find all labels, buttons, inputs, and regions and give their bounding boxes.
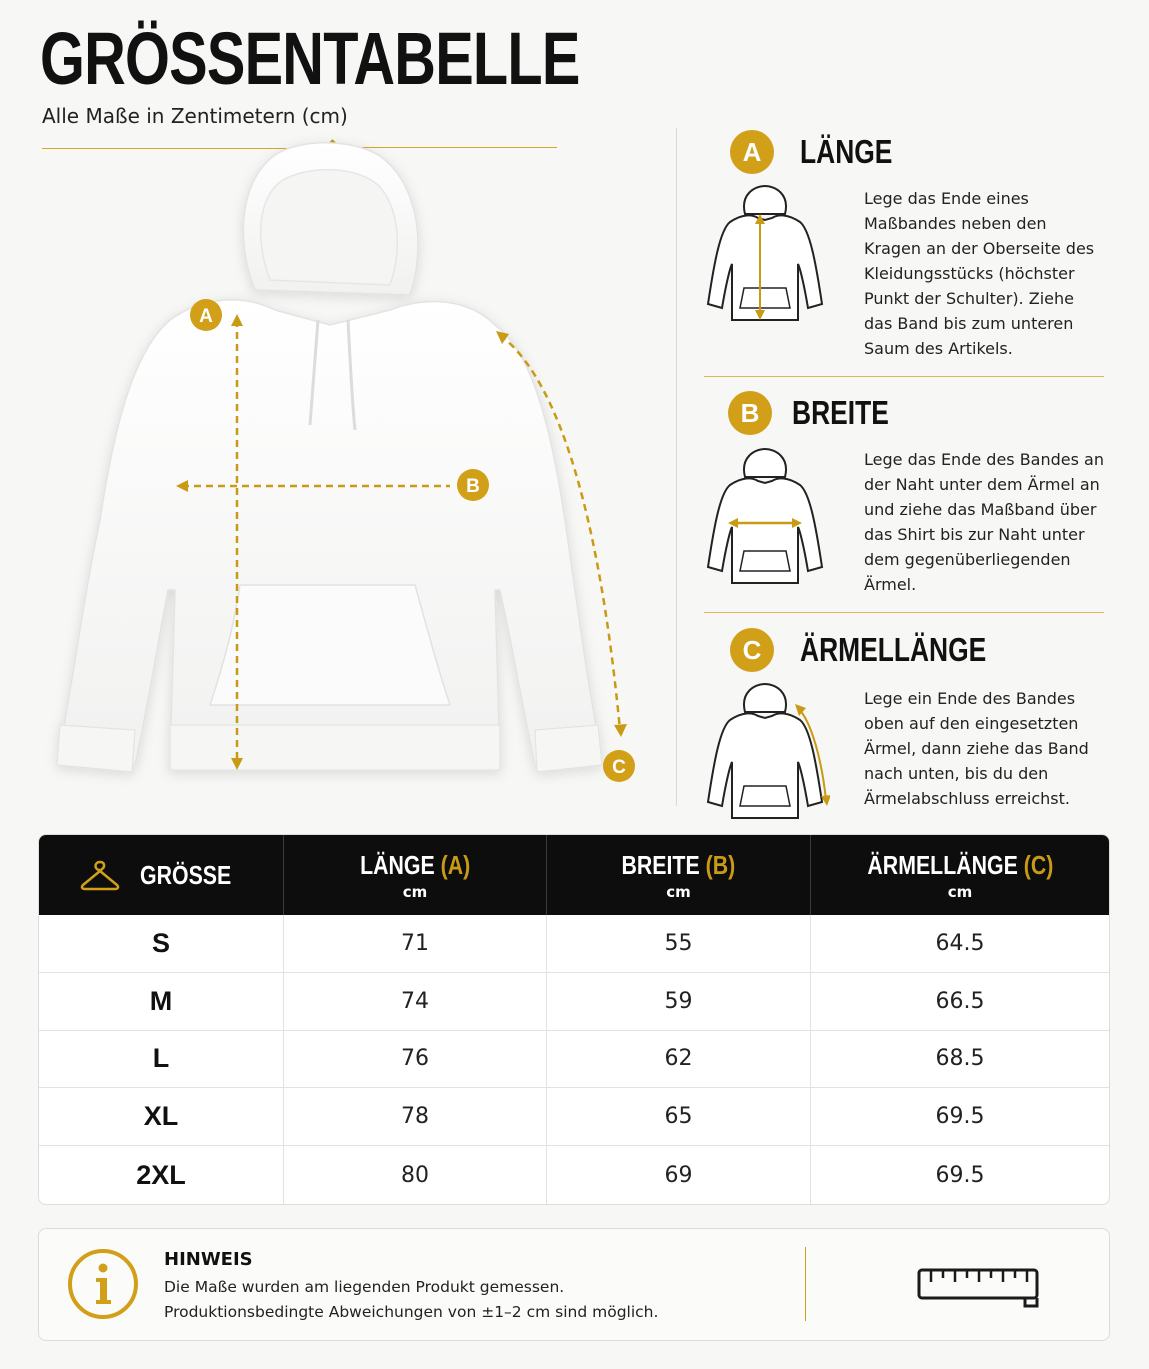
guide-sleeve	[700, 628, 1110, 808]
guide-divider-2	[704, 612, 1104, 613]
page-title: GRÖSSENTABELLE	[40, 17, 580, 100]
cell-length: 74	[284, 973, 547, 1030]
guide-length-text: Lege das Ende eines Maßbandes neben den Kragen an der Oberseite des Kleidungsstücks (höchster Punkt der Schulter). Ziehe das Band bis zum unteren Saum des Artikels.	[864, 189, 1095, 358]
cell-width: 69	[547, 1146, 811, 1204]
section-divider	[676, 128, 677, 806]
guide-width-title: BREITE	[792, 394, 889, 431]
table-row	[39, 1146, 1109, 1204]
cell-size: XL	[39, 1088, 284, 1145]
hoodie-length-icon	[700, 184, 830, 324]
cell-width: 65	[547, 1088, 811, 1145]
column-header-length-label: LÄNGE	[359, 849, 435, 880]
hanger-icon	[80, 858, 120, 892]
cell-sleeve: 69.5	[935, 1162, 985, 1188]
column-header-size-label: GRÖSSE	[140, 859, 232, 890]
measuring-tape-icon	[915, 1264, 1045, 1310]
size-table	[38, 834, 1110, 1205]
badge-b: B	[728, 391, 772, 435]
cell-size: M	[39, 973, 284, 1030]
guide-length	[700, 130, 1110, 380]
guide-width	[700, 391, 1110, 611]
cell-length: 76	[284, 1031, 547, 1088]
cell-length: 78	[284, 1088, 547, 1145]
table-row	[39, 1088, 1109, 1146]
guide-width-text: Lege das Ende des Bandes an der Naht unter dem Ärmel an und ziehe das Maßband über das Shirt bis zur Naht unter dem gegenüberliegenden Ärmel.	[864, 450, 1104, 594]
cell-size: 2XL	[39, 1146, 284, 1204]
note-line-2: Produktionsbedingte Abweichungen von ±1–2 cm sind möglich.	[164, 1303, 659, 1321]
note-line-1: Die Maße wurden am liegenden Produkt gemessen.	[164, 1278, 565, 1296]
guide-sleeve-text: Lege ein Ende des Bandes oben auf den eingesetzten Ärmel, dann ziehe das Band nach unten, bis du den Ärmelabschluss erreichst.	[864, 689, 1089, 808]
table-body	[39, 915, 1109, 1204]
hoodie-sleeve-icon	[700, 682, 830, 822]
guide-sleeve-header	[730, 628, 1033, 672]
marker-c: C	[612, 757, 626, 778]
info-icon	[65, 1246, 141, 1322]
note-divider	[805, 1247, 806, 1321]
guide-width-header	[728, 391, 913, 435]
cell-sleeve: 66.5	[935, 988, 985, 1014]
column-header-width-code: (B)	[705, 849, 736, 880]
marker-a: A	[199, 306, 213, 327]
cell-sleeve: 64.5	[935, 930, 985, 956]
page-subtitle: Alle Maße in Zentimetern (cm)	[42, 104, 348, 128]
table-row	[39, 915, 1109, 973]
cell-width: 62	[547, 1031, 811, 1088]
guide-sleeve-title: ÄRMELLÄNGE	[800, 631, 987, 668]
guide-divider-1	[704, 376, 1104, 377]
cell-sleeve: 69.5	[935, 1104, 985, 1130]
table-header	[39, 835, 1109, 915]
column-header-length-unit: cm	[402, 882, 428, 901]
column-header-sleeve-code: (C)	[1023, 849, 1053, 880]
cell-width: 59	[547, 973, 811, 1030]
hoodie-illustration	[30, 120, 650, 810]
cell-size: S	[39, 915, 284, 972]
column-header-width-unit: cm	[666, 882, 691, 901]
badge-a: A	[730, 130, 774, 174]
column-header-size	[39, 835, 284, 915]
cell-length: 71	[284, 915, 547, 972]
cell-width: 55	[547, 915, 811, 972]
guide-length-title: LÄNGE	[800, 133, 893, 170]
cell-length: 80	[284, 1146, 547, 1204]
hoodie-image	[30, 120, 650, 810]
note-title: HINWEIS	[164, 1249, 253, 1270]
guide-length-header	[730, 130, 916, 174]
column-header-length-code: (A)	[440, 849, 471, 880]
badge-c: C	[730, 628, 774, 672]
cell-sleeve: 68.5	[935, 1046, 985, 1072]
cell-size: L	[39, 1031, 284, 1088]
table-row	[39, 1031, 1109, 1089]
marker-b: B	[466, 476, 480, 497]
column-header-width	[547, 835, 811, 915]
hoodie-width-icon	[700, 447, 830, 587]
note-text	[164, 1275, 658, 1325]
table-row	[39, 973, 1109, 1031]
column-header-sleeve-label: ÄRMELLÄNGE	[867, 849, 1018, 880]
column-header-length	[284, 835, 547, 915]
note-box	[38, 1228, 1110, 1341]
column-header-sleeve-unit: cm	[947, 882, 973, 901]
column-header-sleeve	[811, 835, 1109, 915]
column-header-width-label: BREITE	[621, 849, 700, 880]
